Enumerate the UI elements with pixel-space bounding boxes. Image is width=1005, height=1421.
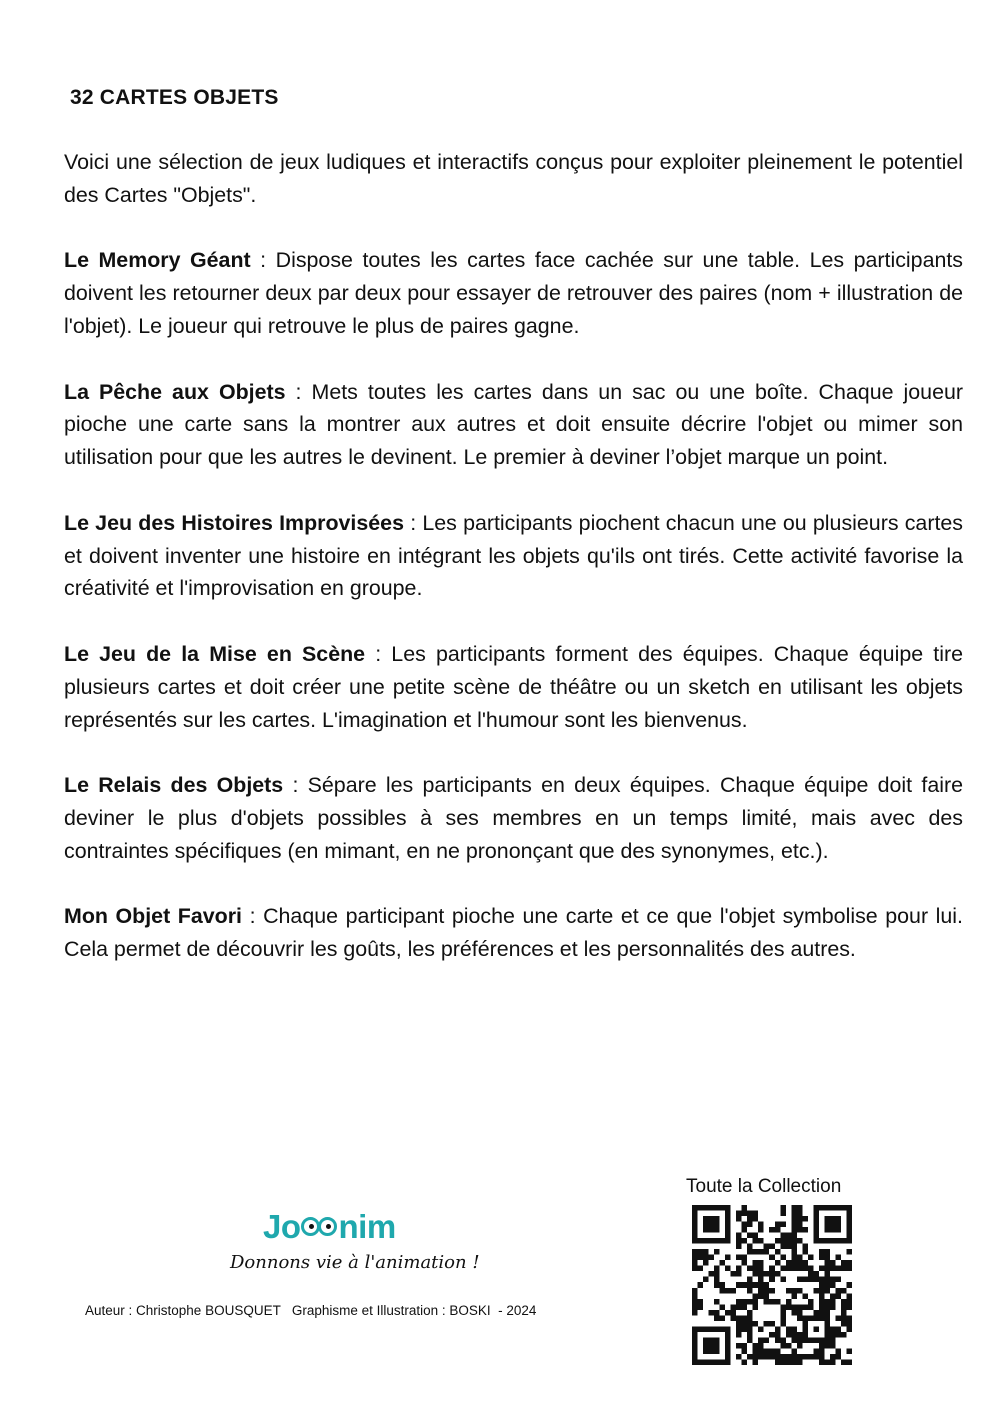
logo-tagline: Donnons vie à l'animation ! (230, 1252, 480, 1273)
game-description: : Les participants piochent chacun une ou plusieurs cartes et doivent inventer une histoire en intégrant les objets qu'ils ont tirés. Cette activité favorise la créativité et l'improvisation en groupe. (64, 510, 963, 601)
logo-eyes-icon (301, 1217, 339, 1239)
credits-line: Auteur : Christophe BOUSQUET Graphisme et Illustration : BOSKI - 2024 (85, 1303, 537, 1318)
jobanim-logo (230, 1208, 480, 1278)
logo-wordmark (263, 1208, 396, 1246)
game-description: : Mets toutes les cartes dans un sac ou une boîte. Chaque joueur pioche une carte sans la montrer aux autres et doit ensuite décrire l'objet ou mimer son utilisation pour que les autres le devinent. Le premier à deviner l’objet marque un point. (64, 379, 963, 470)
document-body (64, 146, 963, 999)
game-description: : Sépare les participants en deux équipes. Chaque équipe doit faire deviner le plus d'objets possibles à ses membres en un temps limité, mais avec des contraintes spécifiques (en mimant, en ne prononçant que des synonymes, etc.). (64, 773, 963, 863)
game-name: Le Jeu des Histoires Improvisées (64, 510, 404, 535)
game-description: : Les participants forment des équipes. Chaque équipe tire plusieurs cartes et doit créer une petite scène de théâtre ou un sketch en utilisant les objets représentés sur les cartes. L'imagination et l'humour sont les bienvenus. (64, 641, 963, 732)
page-title: 32 CARTES OBJETS (70, 86, 279, 109)
game-relais-des-objets (64, 769, 963, 867)
game-name: Le Relais des Objets (64, 773, 284, 798)
game-name: Le Memory Géant (64, 248, 251, 273)
game-peche-aux-objets (64, 376, 963, 474)
game-name: La Pêche aux Objets (64, 379, 286, 404)
game-name: Mon Objet Favori (64, 904, 242, 929)
logo-word-end: nim (338, 1208, 396, 1245)
qr-code-icon[interactable] (692, 1205, 852, 1365)
game-memory-geant (64, 244, 963, 342)
game-mise-en-scene (64, 638, 963, 736)
qr-label: Toute la Collection (686, 1176, 842, 1197)
game-description: : Dispose toutes les cartes face cachée sur une table. Les participants doivent les retourner deux par deux pour essayer de retrouver des paires (nom + illustration de l'objet). Le joueur qui retrouve le plus de paires gagne. (64, 248, 963, 338)
game-name: Le Jeu de la Mise en Scène (64, 641, 366, 666)
game-mon-objet-favori (64, 900, 963, 966)
intro-paragraph: Voici une sélection de jeux ludiques et interactifs conçus pour exploiter pleinement le potentiel des Cartes "Objets". (64, 150, 963, 207)
game-histoires-improvisees (64, 507, 963, 605)
game-description: : Chaque participant pioche une carte et ce que l'objet symbolise pour lui. Cela permet de découvrir les goûts, les préférences et les personnalités des autres. (64, 904, 963, 962)
logo-word-start: Jo (263, 1208, 301, 1245)
